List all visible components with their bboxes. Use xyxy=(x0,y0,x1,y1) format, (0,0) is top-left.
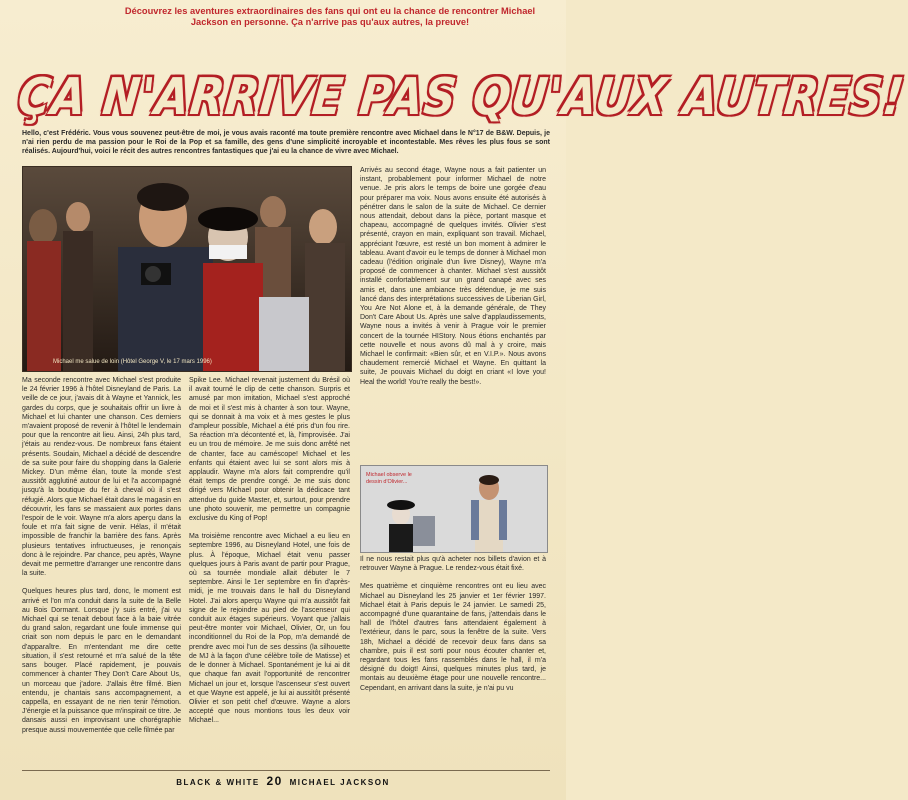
column-1 xyxy=(22,376,181,764)
paragraph: Il ne nous restait plus qu'à acheter nos billets d'avion et à retrouver Wayne à Prague. Le rendez-vous était fixé. xyxy=(360,556,546,573)
paragraph: Arrivés au second étage, Wayne nous a fait patienter un instant, probablement pour informer Michael de notre venue. Je pris alors le temps de boire une gorgée d'eau pour préparer ma voix. Nous avons ensuite été autorisés à pénétrer dans le salon de la suite de Michael. Ce dernier nous attendait, debout dans la pièce, portant masque et chapeau, accompagné de quelques invités. Olivier s'est présenté, crayon en main, expliquant son travail. Michael, appréciant l'œuvre, est resté un bon moment à admirer le tableau. Avant d'avoir eu le temps de donner à Michael mon cadeau (l'édition originale d'un livre Disney), Wayne m'a proposé de commencer à chanter. Michael s'est aussitôt installé confortablement sur un grand canapé avec ses amis et, dans une ambiance très détendue, je me suis lancé dans des interprétations successives de Liberian Girl, You Are Not Alone et, à la demande générale, de They Don't Care About Us. Après une salve d'applaudissements, Wayne nous a invités à venir à Prague voir le premier concert de la tournée HIStory. Nous étions enchantés par cette nouvelle et nous avons dû mal à y croire, mais Michael le confirmait: «Bien sûr, et en V.I.P.». Nous avons chaudement remercié Michael et Wayne. En quittant la suite, Je pouvais Michael du doigt en criant «I love you! Heal the world! You're really the best!». xyxy=(360,167,546,386)
paragraph: Spike Lee. Michael revenait justement du Brésil où il avait tourné le clip de cette chanson. Surpris et amusé par mon imitation, Michael s'est approché de moi et il s'est mis à chanter à son tour. Wayne, qui se donnait à ma voix et à mes gestes le plus d'ampleur possible, Michael a été pris d'un fou rire. Sa réaction m'a décontenté et, là, l'improvisée. J'ai eu un trou de mémoire. Je me suis donc arrêté net de chanter, face au caméscope! Michael et les enfants qui étaient avec lui se sont alors mis à applaudir. Wayne m'a alors fait comprendre qu'il était temps de prendre congé. Je me suis donc dirigé vers Michael pour obtenir la dédicace tant attendue du guide Master, et, surtout, pour prendre une photo souvenir, me permettre un compagnie exclusive du King of Pop! xyxy=(189,377,350,523)
lead-paragraph: Hello, c'est Frédéric. Vous vous souvenez peut-être de moi, je vous avais raconté ma toute première rencontre avec Michael dans le N°17 de B&W. Depuis, je n'ai rien perdu de ma passion pour le Roi de la Pop et sa famille, des gens d'une simplicité incroyable et incontestable. Mes rêves les plus fous se sont réalisés. Aujourd'hui, voici le récit des autres rencontres fantastiques que j'ai eu la chance de vivre avec Michael. xyxy=(22,130,550,155)
crowd-photo-image xyxy=(23,167,351,371)
footer-magazine-name: BLACK & WHITE xyxy=(176,778,260,787)
column-2 xyxy=(189,376,350,764)
paragraph: Quelques heures plus tard, donc, le moment est arrivé et l'on m'a conduit dans la suite de la Belle au Bois Dormant. Lorsque j'y suis entré, j'ai vu Michael qui se tenait debout face à la baie vitrée du grand salon, regardant une foule immense qui criait son nom depuis le parc en le demandant d'apparaître. En m'entendant me dire cette situation, il s'est retourné et m'a salué de la tête sans bouger. Placé rapidement, je pouvais commencer à chanter They Don't Care About Us, un morceau que j'adore. J'allais être filmé. Bien entendu, je chantais sans accompagnement, a cappella, en essayant de ne rien tenir l'émotion. J'énergie et la puissance que m'inspirait ce titre. Je dansais aussi en improvisant une chorégraphie presque aussi mouvementée que celle filmée par xyxy=(22,588,181,734)
column-3 xyxy=(360,166,546,462)
paragraph: Ma seconde rencontre avec Michael s'est produite le 24 février 1996 à l'hôtel Disneyland de Paris. La veille de ce jour, j'avais dit à Wayne et Yannick, les gardes du corps, que je souhaitais offrir un livre à Michael et lui chanter une chanson. Ces derniers m'avaient proposé de revenir à l'hôtel le lendemain pour que la rencontre ait lieu. Ainsi, 24h plus tard, j'étais au rendez-vous. De nombreux fans étaient présents. Soudain, Michael a décidé de descendre de sa suite pour faire du shopping dans la Galerie Mickey. D'un même élan, toute la monde s'est aussitôt agglutiné autour de lui et l'a accompagné jusqu'à la boutique du fer à cheval où il s'est réfugié. Alors que Michael était dans le magasin en découvrir, les fans se massaient aux portes dans l'espoir de le voir. Wayne m'a alors aperçu dans la foule et m'a fait signe de venir. Hélas, il m'était impossible de franchir la barrière des fans. Après plusieurs tentatives infructueuses, je renonçais donc à le rejoindre. Par chance, peu après, Wayne devait me permettre d'arranger une rencontre dans la suite. xyxy=(22,377,181,578)
side-photo xyxy=(360,465,548,553)
main-photo-caption: Michael me salue de loin (Hôtel George V, le 17 mars 1996) xyxy=(53,359,212,365)
headline: ÇA N'ARRIVE PAS QU'AUX AUTRES! xyxy=(15,67,908,127)
intro-text: Découvrez les aventures extraordinaires des fans qui ont eu la chance de rencontrer Michael Jackson en personne. Ça n'arrive pas qu'aux autres, la preuve! xyxy=(124,6,536,27)
column-3-lower xyxy=(360,555,546,765)
footer-divider xyxy=(22,770,550,771)
side-credit-strip xyxy=(2,8,14,788)
side-photo-caption: Michael observe le dessin d'Olivier... xyxy=(366,472,412,485)
main-photo xyxy=(22,166,352,372)
footer-section-name: MICHAEL JACKSON xyxy=(289,778,390,787)
page-footer xyxy=(0,774,566,788)
paragraph: Mes quatrième et cinquième rencontres ont eu lieu avec Michael au Disneyland les 25 janvier et 1er février 1997. Michael était à Paris depuis le 24 janvier. Le samedi 25, accompagné d'une quarantaine de fans, j'attendais dans le hall de l'hôtel d'autres fans attendaient également à l'extérieur, dans le parc, sous la fenêtre de la suite. Vers 18h, Michael a décidé de recevoir deux fans dans sa chambre, puis il est sorti pour nous écouter chanter et, regardant tous les fans rassemblés dans le hall, il m'a désigné du doigt! Ainsi, quelques minutes plus tard, je montais au deuxième étage pour une nouvelle rencontre... Cependant, en arrivant dans la suite, je n'ai pu vu xyxy=(360,583,546,692)
paragraph: Ma troisième rencontre avec Michael a eu lieu en septembre 1996, au Disneyland Hotel, une fois de plus. À l'époque, Michael était venu passer quelques jours à Paris avant de partir pour Prague, où sa tournée mondiale allait débuter le 7 septembre. Ainsi le 1er septembre en fin d'après-midi, je me trouvais dans le hall du Disneyland Hotel. J'ai alors aperçu Wayne qui m'a aussitôt fait signe de le rejoindre au pied de l'ascenseur qui conduit aux étages supérieurs. Voyant que j'allais peut-être monter voir Michael, Olivier, Or, un fou inconditionnel du Roi de la Pop, m'a demandé de prendre avec moi l'un de ses dessins (la silhouette de MJ à la façon d'une célèbre toile de Matisse) et de le donner à Michael. Spontanément je lui ai dit que chaque fan avait l'opportunité de rencontrer Michael un jour et, lorsque l'ascenseur s'est ouvert et que Wayne est appelé, je lui ai aussitôt présenté Olivier et son petit chef d'œuvre. Wayne a alors accepté que nous montions tous les deux voir Michael... xyxy=(189,533,350,725)
page-number: 20 xyxy=(266,774,283,788)
